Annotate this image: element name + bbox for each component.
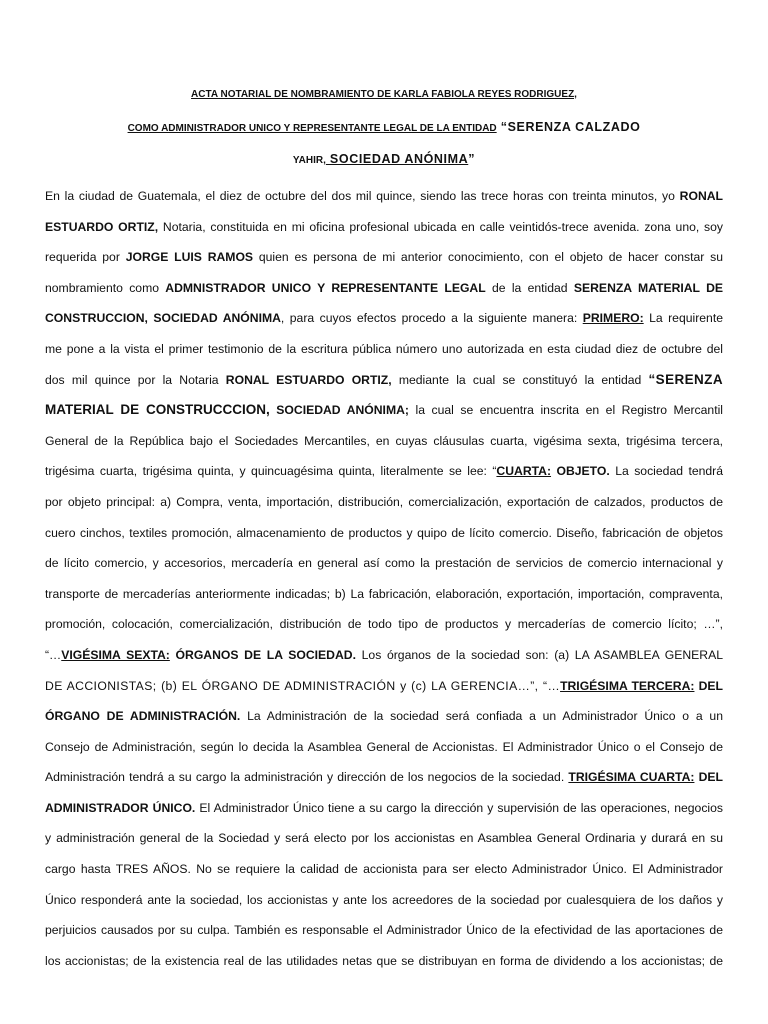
body-line xyxy=(45,426,723,457)
body-line xyxy=(45,732,723,763)
text-run: Consejo de Administración, según lo decida la Asamblea General de Accionistas. El Administrador Único o el Consejo de xyxy=(45,739,723,754)
text-run: por objeto principal: a) Compra, venta, importación, distribución, comercialización, exportación de calzados, productos de xyxy=(45,494,723,509)
text-run: La sociedad tendrá xyxy=(609,464,723,479)
bold-underlined-run: TRIGÉSIMA TERCERA: xyxy=(560,678,695,693)
text-run: DE ACCIONISTAS; (b) EL ÓRGANO DE ADMINISTRACIÓN y (c) LA GERENCIA…”, “… xyxy=(45,678,561,693)
body-line xyxy=(45,885,723,916)
text-run: trigésima cuarta, trigésima quinta, y quincuagésima quinta, literalmente se lee: “ xyxy=(45,464,497,479)
bold-run: “SERENZA xyxy=(648,371,723,387)
bold-run: CONSTRUCCION, SOCIEDAD ANÓNIMA xyxy=(45,311,281,326)
body-line xyxy=(45,334,723,365)
body-line xyxy=(45,854,723,885)
text-run: cuero cinchos, textiles promoción, almacenamiento de productos y quipo de lícito comercio. Diseño, fabricación de objetos xyxy=(45,525,723,540)
text-run: perjuicios causados por su culpa. También es responsable el Administrador Único de la efectividad de las aportaciones de xyxy=(45,923,723,938)
text-run: mediante la cual se constituyó la entidad xyxy=(391,372,649,387)
text-run: la cual se encuentra inscrita en el Registro Mercantil xyxy=(408,403,724,418)
bold-run: RONAL xyxy=(679,189,723,203)
text-run: de la entidad xyxy=(485,280,574,295)
body-line xyxy=(45,303,723,334)
body-line xyxy=(45,671,723,702)
text-run: dos mil quince por la Notaria xyxy=(45,372,226,387)
text-run: requerida por xyxy=(45,250,126,265)
text-run: me pone a la vista el primer testimonio de la escritura pública número uno autorizada en esta ciudad diez de octubre del xyxy=(45,341,723,356)
title-text-1: ACTA NOTARIAL DE NOMBRAMIENTO DE KARLA FABIOLA REYES RODRIGUEZ, xyxy=(191,89,577,100)
text-run: cargo hasta TRES AÑOS. No se requiere la calidad de accionista para ser electo Administrador Único. El Administrador xyxy=(45,862,723,877)
body-line xyxy=(45,915,723,946)
bold-run: MATERIAL DE CONSTRUCCCION, xyxy=(45,402,270,418)
title-text-3a: YAHIR, xyxy=(292,155,326,166)
text-run: General de la República bajo el Sociedades Mercantiles, en cuyas cláusulas cuarta, vigésima sexta, trigésima tercera, xyxy=(45,433,723,448)
text-run: El Administrador Único tiene a su cargo la dirección y supervisión de las operaciones, negocios xyxy=(195,800,723,815)
document-title-line-3 xyxy=(0,152,768,166)
bold-run: JORGE LUIS RAMOS xyxy=(125,250,254,265)
bold-run: ÓRGANOS DE LA SOCIEDAD. xyxy=(169,647,356,662)
text-run: La Administración de la sociedad será confiada a un Administrador Único o a un xyxy=(240,709,723,724)
bold-underlined-run: VIGÉSIMA SEXTA: xyxy=(61,647,170,662)
bold-underlined-run: PRIMERO: xyxy=(582,311,644,326)
title-text-2b: “SERENZA CALZADO xyxy=(496,120,641,134)
bold-run: DEL xyxy=(694,678,723,693)
bold-run: ADMNISTRADOR UNICO Y REPRESENTANTE LEGAL xyxy=(165,280,486,295)
bold-run: SERENZA MATERIAL DE xyxy=(573,280,724,295)
body-line xyxy=(45,395,723,426)
document-title-line-1 xyxy=(0,89,768,100)
text-run: Los órganos de la sociedad son: (a) LA ASAMBLEA GENERAL xyxy=(355,647,723,662)
bold-run: ADMINISTRADOR ÚNICO. xyxy=(45,800,196,815)
text-run: promoción, colocación, comercialización, distribución de todo tipo de productos y mercaderías de comercio lícito; …”, xyxy=(45,617,723,632)
bold-run: ESTUARDO ORTIZ, xyxy=(45,219,159,234)
bold-run: DEL xyxy=(694,770,723,785)
body-line xyxy=(45,518,723,549)
bold-underlined-run: TRIGÉSIMA CUARTA: xyxy=(568,770,695,785)
text-run: y administración general de la Sociedad y será electo por los accionistas en Asamblea General Ordinaria y durará en su xyxy=(45,831,723,846)
document-body xyxy=(45,181,723,976)
text-run: quien es persona de mi anterior conocimiento, con el objeto de hacer constar su xyxy=(253,250,723,265)
text-run: los accionistas; de la existencia real de las utilidades netas que se distribuyan en forma de dividendo a los accionistas; de xyxy=(45,953,723,968)
text-run: transporte de mercaderías anteriormente indicadas; b) La fabricación, elaboración, exportación, importación, compraventa, xyxy=(45,586,723,601)
body-line xyxy=(45,701,723,732)
text-run: , para cuyos efectos procedo a la siguiente manera: xyxy=(280,311,583,326)
bold-run: ÓRGANO DE ADMINISTRACIÓN. xyxy=(45,709,241,724)
title-text-2a: COMO ADMINISTRADOR UNICO Y REPRESENTANTE LEGAL DE LA ENTIDAD xyxy=(127,123,497,134)
bold-run: OBJETO. xyxy=(551,464,610,479)
body-line xyxy=(45,456,723,487)
body-line xyxy=(45,365,723,396)
body-line xyxy=(45,579,723,610)
body-line xyxy=(45,793,723,824)
body-line xyxy=(45,946,723,977)
body-line xyxy=(45,762,723,793)
bold-underlined-run: CUARTA: xyxy=(496,464,552,479)
title-text-3c: ” xyxy=(468,152,476,166)
title-text-3b: SOCIEDAD ANÓNIMA xyxy=(325,152,469,166)
text-run: En la ciudad de Guatemala, el diez de octubre del dos mil quince, siendo las trece horas con treinta minutos, yo xyxy=(45,189,680,203)
document-title-line-2 xyxy=(0,120,768,134)
body-line xyxy=(45,487,723,518)
text-run: nombramiento como xyxy=(45,280,166,295)
text-run: “… xyxy=(45,647,62,662)
text-run: Notaria, constituida en mi oficina profesional ubicada en calle veintidós-trece avenida. zona uno, soy xyxy=(158,219,724,234)
body-line xyxy=(45,823,723,854)
body-line xyxy=(45,273,723,304)
body-line xyxy=(45,640,723,671)
body-line xyxy=(45,548,723,579)
text-run: Único responderá ante la sociedad, los accionistas y ante los acreedores de la sociedad por cualesquiera de los daños y xyxy=(45,892,723,907)
body-line xyxy=(45,609,723,640)
text-run: La requirente xyxy=(643,311,723,326)
bold-run: RONAL ESTUARDO ORTIZ, xyxy=(225,372,392,387)
text-run: Administración tendrá a su cargo la administración y dirección de los negocios de la sociedad. xyxy=(45,770,569,785)
body-line xyxy=(45,242,723,273)
body-line xyxy=(45,181,723,212)
bold-run: SOCIEDAD ANÓNIMA; xyxy=(269,403,409,418)
body-line xyxy=(45,212,723,243)
text-run: de lícito comercio, y accesorios, mercadería en general así como la prestación de servicios de comercio internacional y xyxy=(45,556,723,571)
